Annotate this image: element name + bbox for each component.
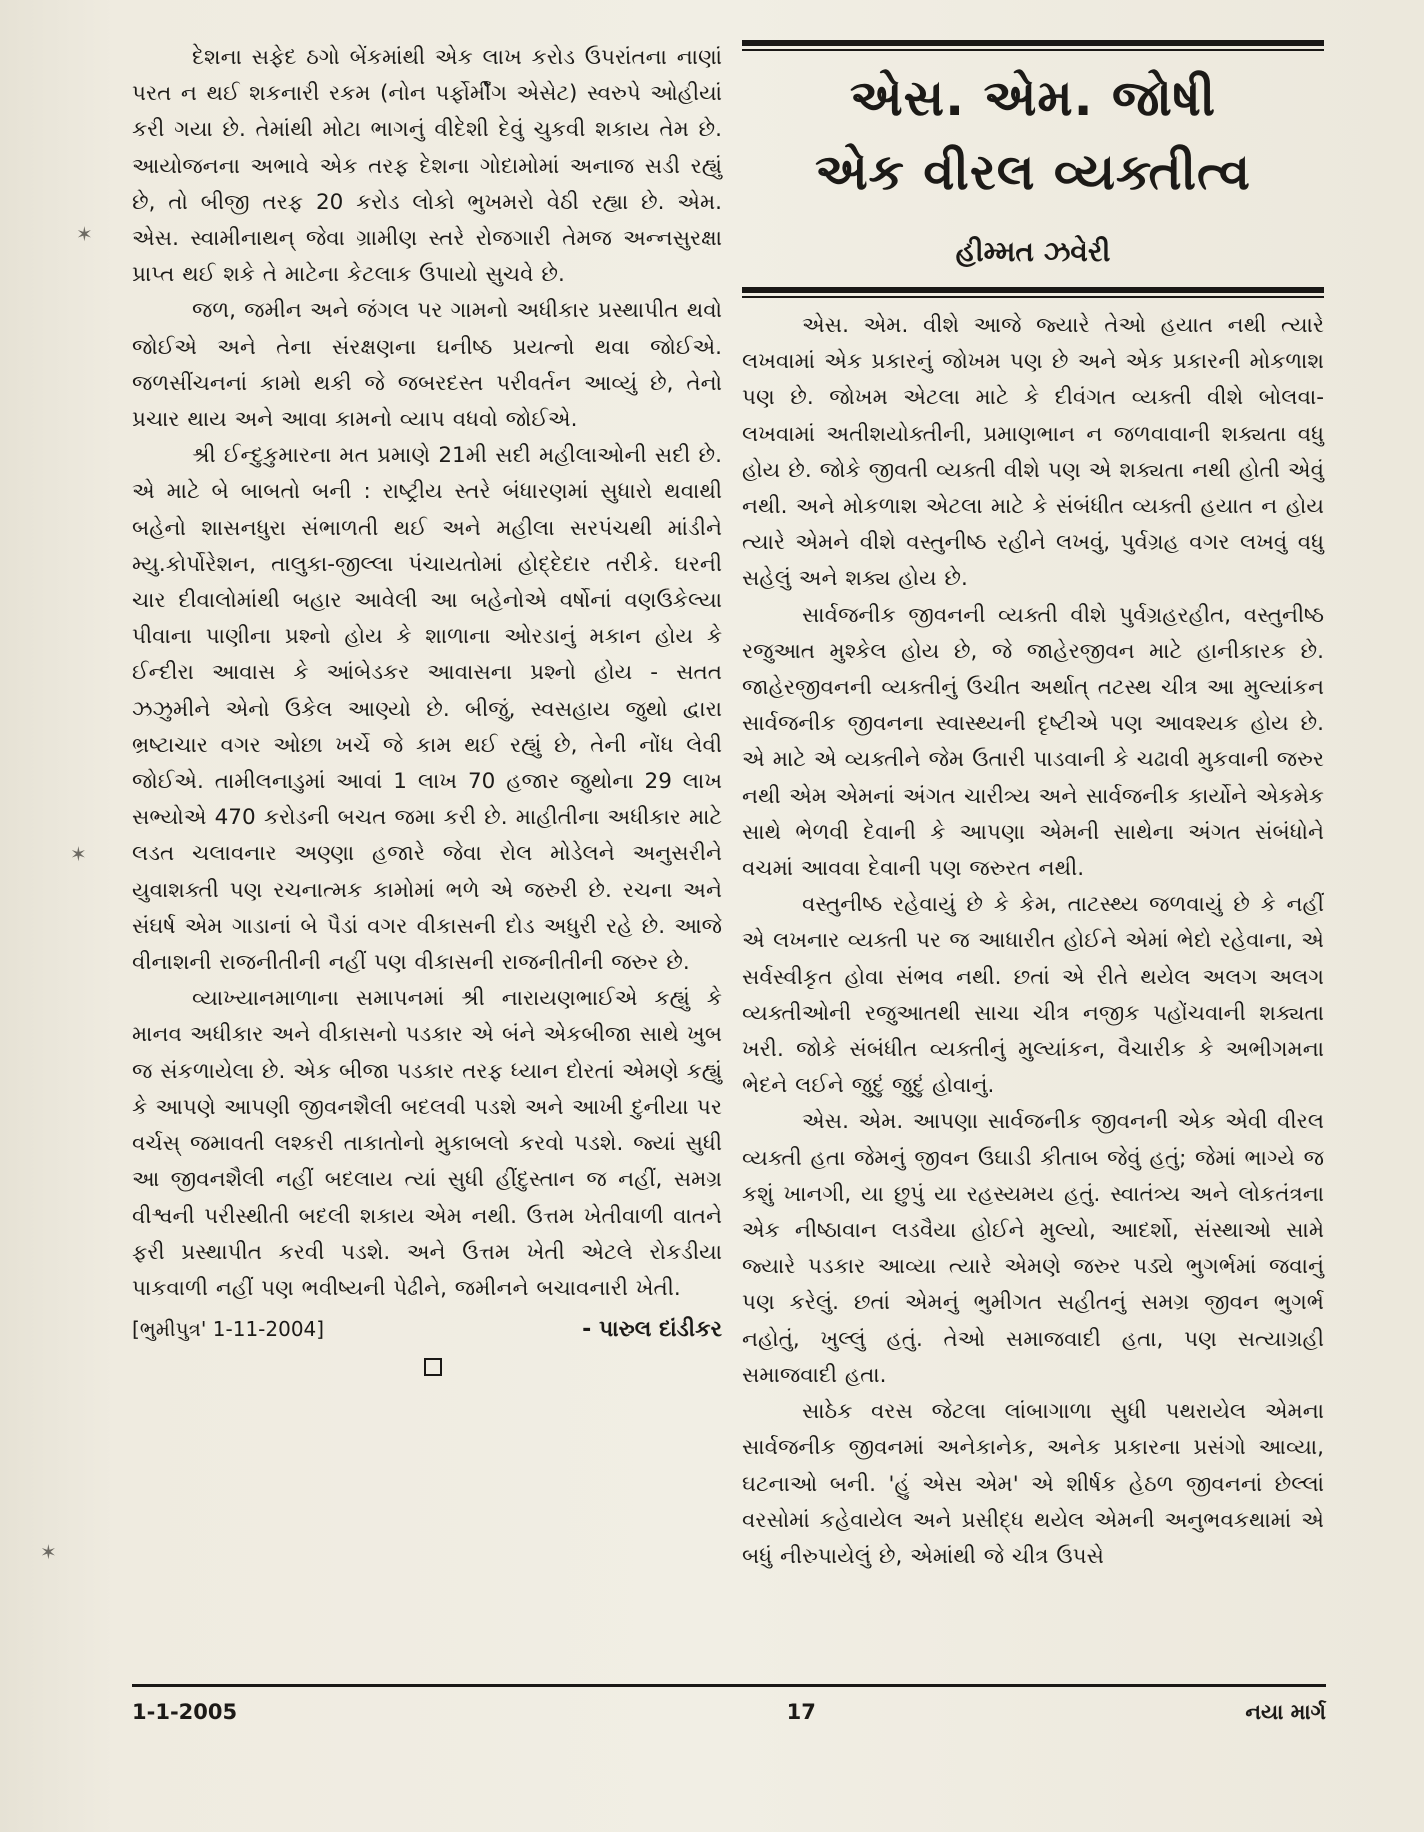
right-paragraph-1: એસ. એમ. વીશે આજે જ્યારે તેઓ હયાત નથી ત્યારે લખવામાં એક પ્રકારનું જોખમ પણ છે અને એક પ્રકારની મોકળાશ પણ છે. જોખમ એટલા માટે કે દીવંગત વ્યક્તી વીશે બોલવા-લખવામાં અતીશયોક્તીની, પ્રમાણભાન ન જળવાવાની શક્યતા વધુ હોય છે. જોકે જીવતી વ્યક્તી વીશે પણ એ શક્યતા નથી હોતી એવું નથી. અને મોકળાશ એટલા માટે કે સંબંધીત વ્યક્તી હયાત ન હોય ત્યારે એમને વીશે વસ્તુનીષ્ઠ રહીને લખવું, પુર્વગ્રહ વગર લખવું વધુ સહેલું અને શક્ય હોય છે. bbox=[742, 313, 1324, 592]
left-column bbox=[132, 40, 722, 1376]
page-number: 17 bbox=[786, 1700, 816, 1724]
end-of-article-mark bbox=[424, 1358, 442, 1376]
right-column bbox=[742, 40, 1324, 1575]
source-citation: [ભુમીપુત્ર' 1-11-2004] bbox=[132, 1317, 325, 1342]
signature-row bbox=[132, 1317, 722, 1342]
staple-mark: ✶ bbox=[70, 842, 87, 866]
page-footer bbox=[132, 1700, 1326, 1725]
magazine-name: નયા માર્ગ bbox=[1245, 1700, 1326, 1724]
right-paragraph-3: વસ્તુનીષ્ઠ રહેવાયું છે કે કેમ, તાટસ્થ્ય જળવાયું છે કે નહીં એ લખનાર વ્યક્તી પર જ આધારીત હોઈને એમાં ભેદો રહેવાના, એ સર્વસ્વીકૃત હોવા સંભવ નથી. છતાં એ રીતે થયેલ અલગ અલગ વ્યક્તીઓની રજુઆતથી સાચા ચીત્ર નજીક પહોંચવાની શક્યતા ખરી. જોકે સંબંધીત વ્યક્તીનું મુલ્યાંકન, વૈચારીક કે અભીગમના ભેદને લઈને જુદું જુદું હોવાનું. bbox=[742, 892, 1324, 1099]
right-paragraph-4: એસ. એમ. આપણા સાર્વજનીક જીવનની એક એવી વીરલ વ્યક્તી હતા જેમનું જીવન ઉઘાડી કીતાબ જેવું હતું; જેમાં ભાગ્યે જ કશું ખાનગી, યા છુપું યા રહસ્યમય હતું. સ્વાતંત્ર્ય અને લોકતંત્રના એક નીષ્ઠાવાન લડવૈયા હોઈને મુલ્યો, આદર્શો, સંસ્થાઓ સામે જ્યારે પડકાર આવ્યા ત્યારે એમણે જરુર પડ્યે ભુગર્ભમાં જવાનું પણ કરેલું. છતાં એમનું ભુમીગત સહીતનું સમગ્ર જીવન ભુગર્ભ નહોતું, ખુલ્લું હતું. તેઓ સમાજવાદી હતા, પણ સત્યાગ્રહી સમાજવાદી હતા. bbox=[742, 1109, 1324, 1388]
left-article-author: - પારુલ દાંડીકર bbox=[582, 1317, 722, 1343]
left-paragraph-4: વ્યાખ્યાનમાળાના સમાપનમાં શ્રી નારાયણભાઈએ કહ્યું કે માનવ અધીકાર અને વીકાસનો પડકાર એ બંને એકબીજા સાથે ખુબ જ સંકળાયેલા છે. એક બીજા પડકાર તરફ ધ્યાન દોરતાં એમણે કહ્યું કે આપણે આપણી જીવનશૈલી બદલવી પડશે અને આખી દુનીયા પર વર્ચસ્ જમાવતી લશ્કરી તાકાતોનો મુકાબલો કરવો પડશે. જ્યાં સુધી આ જીવનશૈલી નહીં બદલાય ત્યાં સુધી હીંદુસ્તાન જ નહીં, સમગ્ર વીશ્વની પરીસ્થીતી બદલી શકાય એમ નથી. ઉત્તમ ખેતીવાળી વાતને ફરી પ્રસ્થાપીત કરવી પડશે. અને ઉત્તમ ખેતી એટલે રોકડીયા પાકવાળી નહીં પણ ભવીષ્યની પેઢીને, જમીનને બચાવનારી ખેતી. bbox=[132, 986, 722, 1301]
title-rule-top-thin bbox=[742, 49, 1324, 51]
article-title-line-1: એસ. એમ. જોષી bbox=[849, 69, 1217, 127]
staple-mark: ✶ bbox=[40, 1540, 57, 1564]
right-article-author: હીમ્મત ઝવેરી bbox=[955, 235, 1111, 268]
title-rule-top bbox=[742, 40, 1324, 46]
title-rule-bottom bbox=[742, 287, 1324, 293]
left-paragraph-2: જળ, જમીન અને જંગલ પર ગામનો અધીકાર પ્રસ્થાપીત થવો જોઈએ અને તેના સંરક્ષણના ઘનીષ્ઠ પ્રયત્નો થવા જોઈએ. જળસીંચનનાં કામો થકી જે જબરદસ્ત પરીવર્તન આવ્યું છે, તેનો પ્રચાર થાય અને આવા કામનો વ્યાપ વધવો જોઈએ. bbox=[132, 298, 722, 433]
right-paragraph-2: સાર્વજનીક જીવનની વ્યક્તી વીશે પુર્વગ્રહરહીત, વસ્તુનીષ્ઠ રજુઆત મુશ્કેલ હોય છે, જે જાહેરજીવન માટે હાનીકારક છે. જાહેરજીવનની વ્યક્તીનું ઉચીત અર્થાત્ તટસ્થ ચીત્ર આ મુલ્યાંકન સાર્વજનીક જીવનના સ્વાસ્થ્યની દૃષ્ટીએ પણ આવશ્યક હોય છે. એ માટે એ વ્યક્તીને જેમ ઉતારી પાડવાની કે ચઢાવી મુકવાની જરુર નથી એમ એમનાં અંગત ચારીત્ર્ય અને સાર્વજનીક કાર્યોને એકમેક સાથે ભેળવી દેવાની કે આપણા એમની સાથેના અંગત સંબંધોને વચમાં આવવા દેવાની પણ જરુરત નથી. bbox=[742, 602, 1324, 882]
left-paragraph-1: દેશના સફેદ ઠગો બેંકમાંથી એક લાખ કરોડ ઉપરાંતના નાણાં પરત ન થઈ શકનારી રકમ (નોન પર્ફોર્મીંગ એસેટ) સ્વરુપે ઓહીયાં કરી ગયા છે. તેમાંથી મોટા ભાગનું વીદેશી દેવું ચુકવી શકાય તેમ છે. આયોજનના અભાવે એક તરફ દેશના ગોદામોમાં અનાજ સડી રહ્યું છે, તો બીજી તરફ 20 કરોડ લોકો ભુખમરો વેઠી રહ્યા છે. એમ. એસ. સ્વામીનાથન્ જેવા ગ્રામીણ સ્તરે રોજગારી તેમજ અન્નસુરક્ષા પ્રાપ્ત થઈ શકે તે માટેના કેટલાક ઉપાયો સુચવે છે. bbox=[132, 45, 722, 288]
article-title-line-2: એક વીરલ વ્યક્તીત્વ bbox=[814, 143, 1252, 201]
issue-date: 1-1-2005 bbox=[132, 1700, 238, 1724]
staple-mark: ✶ bbox=[76, 222, 93, 246]
left-paragraph-3: શ્રી ઈન્દુકુમારના મત પ્રમાણે 21મી સદી મહીલાઓની સદી છે. એ માટે બે બાબતો બની : રાષ્ટ્રીય સ્તરે બંધારણમાં સુધારો થવાથી બહેનો શાસનધુરા સંભાળતી થઈ અને મહીલા સરપંચથી માંડીને મ્યુ.કોર્પોરેશન, તાલુકા-જીલ્લા પંચાયતોમાં હોદ્દેદાર તરીકે. ઘરની ચાર દીવાલોમાંથી બહાર આવેલી આ બહેનોએ વર્ષોનાં વણઉકેલ્યા પીવાના પાણીના પ્રશ્નો હોય કે શાળાના ઓરડાનું મકાન હોય કે ઈન્દીરા આવાસ કે આંબેડકર આવાસના પ્રશ્નો હોય - સતત ઝઝુમીને એનો ઉકેલ આણ્યો છે. બીજું, સ્વસહાય જુથો દ્વારા ભ્રષ્ટાચાર વગર ઓછા ખર્ચે જે કામ થઈ રહ્યું છે, તેની નોંધ લેવી જોઈએ. તામીલનાડુમાં આવાં 1 લાખ 70 હજાર જુથોના 29 લાખ સભ્યોએ 470 કરોડની બચત જમા કરી છે. માહીતીના અધીકાર માટે લડત ચલાવનાર અણ્ણા હજારે જેવા રોલ મોડેલને અનુસરીને યુવાશક્તી પણ રચનાત્મક કામોમાં ભળે એ જરુરી છે. રચના અને સંઘર્ષ એમ ગાડાનાં બે પૈડાં વગર વીકાસની દોડ અધુરી રહે છે. આજે વીનાશની રાજનીતીની નહીં પણ વીકાસની રાજનીતીની જરુર છે. bbox=[132, 443, 722, 976]
footer-rule bbox=[132, 1684, 1326, 1687]
right-paragraph-5: સાઠેક વરસ જેટલા લાંબાગાળા સુધી પથરાયેલ એમના સાર્વજનીક જીવનમાં અનેકાનેક, અનેક પ્રકારના પ્રસંગો આવ્યા, ઘટનાઓ બની. 'હું એસ એમ' એ શીર્ષક હેઠળ જીવનનાં છેલ્લાં વરસોમાં કહેવાયેલ અને પ્રસીદ્ધ થયેલ એમની અનુભવકથામાં એ બધું નીરુપાયેલું છે, એમાંથી જે ચીત્ર ઉપસે bbox=[742, 1399, 1324, 1569]
title-rule-bottom-thin bbox=[742, 296, 1324, 298]
